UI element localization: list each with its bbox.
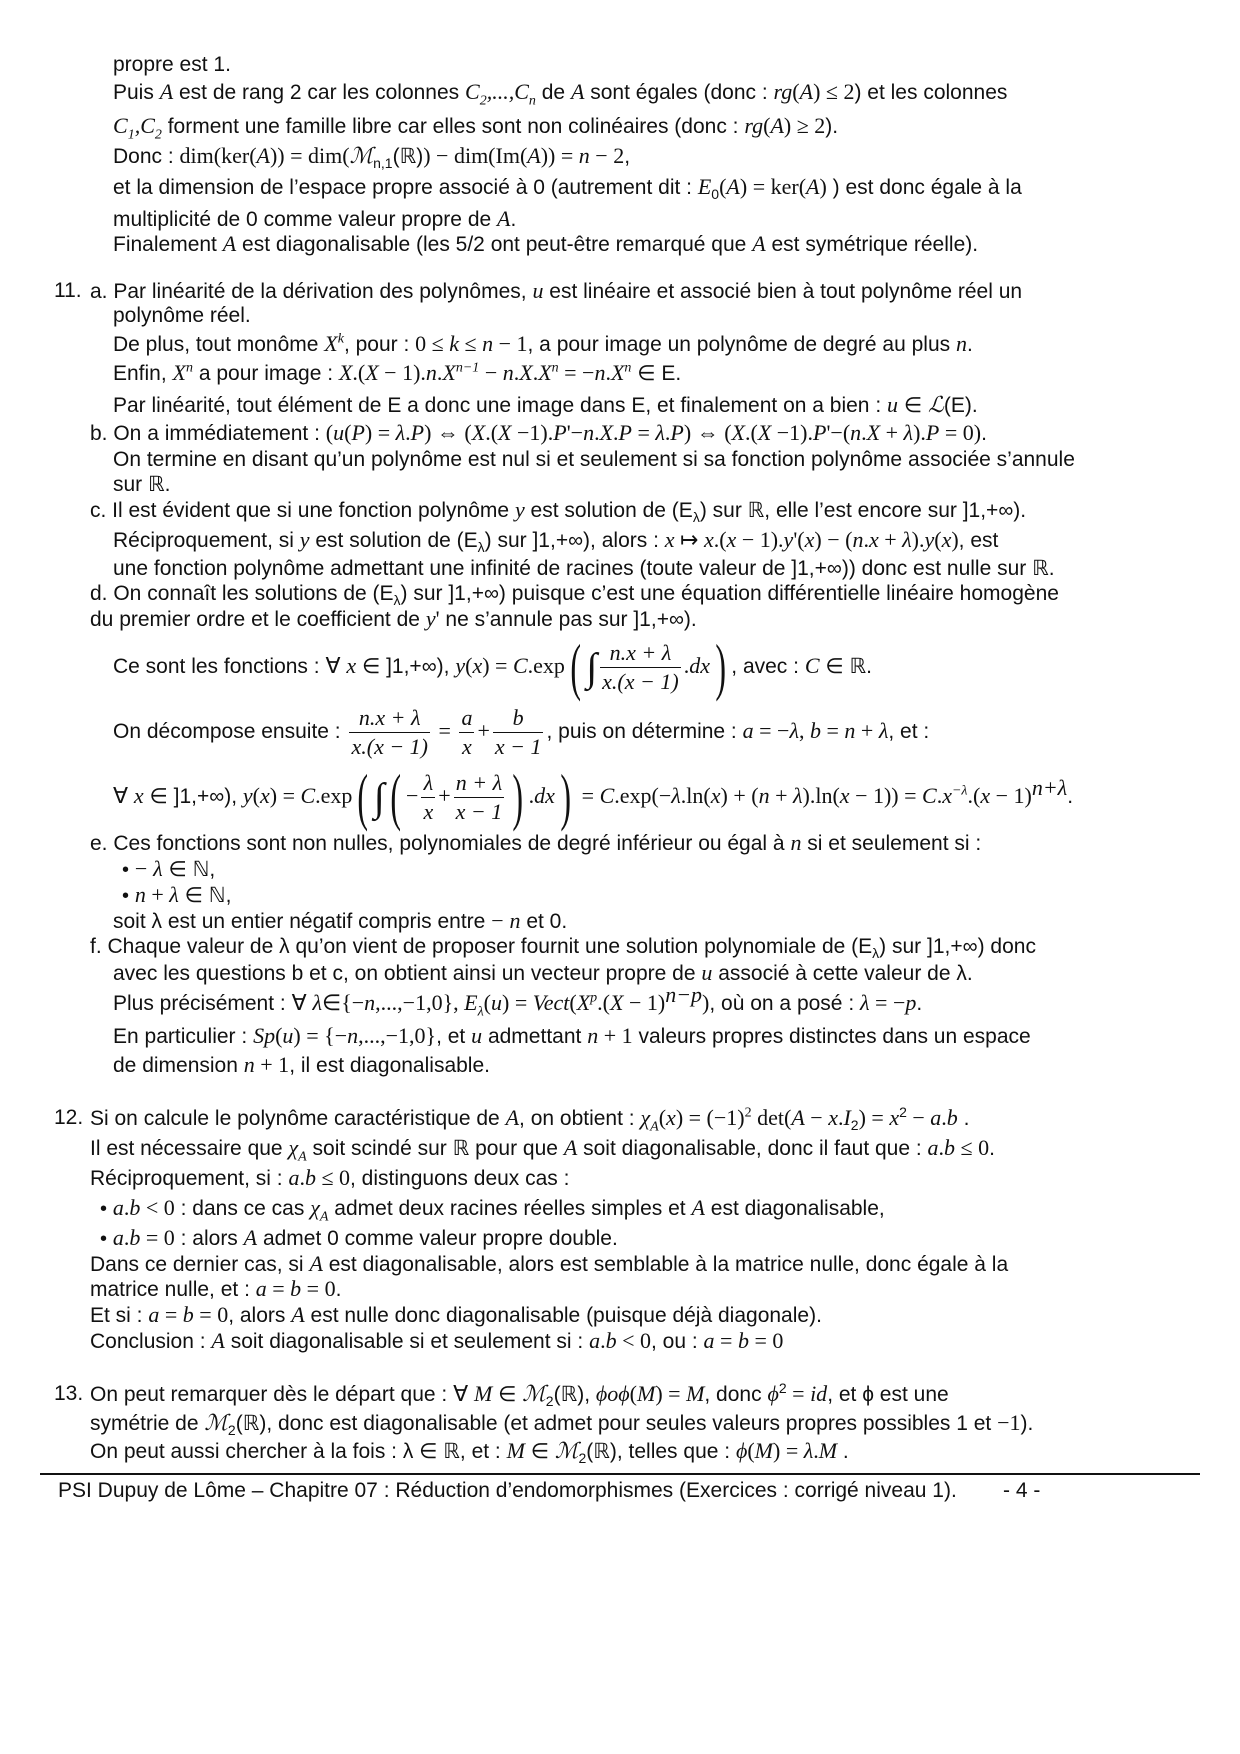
page-number: - 4 -	[1003, 1479, 1041, 1502]
text-line: Il est nécessaire que $\chi_A$ soit scindé sur ℝ pour que A soit diagonalisable, donc il faut que : a.b ≤ 0.	[90, 1135, 995, 1165]
text-line: Si on calcule le polynôme caractéristique de A, on obtient : $\chi_A(x) = (-1)^2$ $\det(A - x.I_2) = x^2 - a.b$ .	[90, 1104, 970, 1135]
footer-title: PSI Dupuy de Lôme – Chapitre 07 : Réduction d’endomorphismes (Exercices : corrigé niveau 1).	[58, 1479, 957, 1502]
text-line: On peut aussi chercher à la fois : λ ∈ ℝ, et : M ∈ ℳ$_2$(ℝ), telles que : ϕ(M) = λ.M .	[90, 1438, 849, 1467]
list-item: • n + λ ∈ ℕ,	[122, 882, 232, 907]
question-number: 12.	[54, 1106, 84, 1129]
text-line: Réciproquement, si y est solution de $(E_\lambda)$ sur ]1,+∞), alors : x ↦ x.(x − 1).y'(x) − (n.x + λ).y(x), est	[113, 527, 999, 556]
text-line: symétrie de ℳ$_2$(ℝ), donc est diagonalisable (et admet pour seules valeurs propres possibles 1 et −1).	[90, 1410, 1034, 1439]
text-line: b. On a immédiatement : (u(P) = λ.P) ⇔ (X.(X −1).P'−n.X.P = λ.P) ⇔ (X.(X −1).P'−(n.X + λ).P = 0).	[90, 420, 987, 445]
text-line: propre est 1.	[113, 53, 231, 76]
formula-line: ∀ x ∈ ]1,+∞), y(x) = C.exp( ∫( − $\frac{\lambda}{x}$ + $\frac{n + \lambda}{x - 1}$ ) $.dx) = C.\exp(-\lambda.\ln(x) + (n + \lambda).\ln(x - 1)) = C.x^{-\lambda}.(x - 1)^{n+\lambda}$.	[113, 761, 1074, 833]
text-line: Dans ce dernier cas, si A est diagonalisable, alors est semblable à la matrice nulle, donc égale à la	[90, 1251, 1009, 1276]
text-line: multiplicité de 0 comme valeur propre de A.	[113, 206, 517, 231]
text-line: De plus, tout monôme $X^k$, pour : 0 ≤ k ≤ n − 1, a pour image un polynôme de degré au plus n.	[113, 331, 973, 356]
text-line: de dimension n + 1, il est diagonalisable.	[113, 1052, 490, 1077]
footer-rule	[40, 1473, 1200, 1475]
text-line: e. Ces fonctions sont non nulles, polynomiales de degré inférieur ou égal à n si et seulement si :	[90, 830, 982, 855]
text-line: une fonction polynôme admettant une infinité de racines (toute valeur de ]1,+∞)) donc est nulle sur ℝ.	[113, 557, 1055, 580]
text-line: On peut remarquer dès le départ que : ∀ M ∈ ℳ$_2$(ℝ), ϕoϕ(M) = M, donc $\phi^2$ = id, et ϕ est une	[90, 1380, 949, 1410]
text-line: Finalement A est diagonalisable (les 5/2 ont peut-être remarqué que A est symétrique réelle).	[113, 231, 979, 256]
text-line: avec les questions b et c, on obtient ainsi un vecteur propre de u associé à cette valeur de λ.	[113, 960, 973, 985]
text-line: f. Chaque valeur de λ qu’on vient de proposer fournit une solution polynomiale de $(E_\lambda)$ sur ]1,+∞) donc	[90, 935, 1036, 962]
text-line: a. Par linéarité de la dérivation des polynômes, u est linéaire et associé bien à tout polynôme réel un	[90, 278, 1023, 303]
question-number: 13.	[54, 1382, 84, 1405]
formula-line: Ce sont les fonctions : ∀ x ∈ ]1,+∞), y(x) = C.exp( ∫ $\frac{n.x + \lambda}{x.(x - 1)}$ .dx) , avec : C ∈ ℝ.	[113, 631, 872, 703]
text-line: Conclusion : A soit diagonalisable si et seulement si : a.b < 0, ou : a = b = 0	[90, 1328, 784, 1353]
text-line: du premier ordre et le coefficient de y' ne s’annule pas sur ]1,+∞).	[90, 606, 697, 631]
text-line: d. On connaît les solutions de $(E_\lambda)$ sur ]1,+∞) puisque c’est une équation différentielle linéaire homogène	[90, 582, 1059, 609]
list-item: • a.b < 0 : dans ce cas $\chi_A$ admet deux racines réelles simples et A est diagonalisable,	[100, 1195, 885, 1225]
text-line: c. Il est évident que si une fonction polynôme y est solution de $(E_\lambda)$ sur ℝ, elle l’est encore sur ]1,+∞).	[90, 497, 1027, 526]
text-line: On termine en disant qu’un polynôme est nul si et seulement si sa fonction polynôme associée s’annule	[113, 448, 1075, 471]
text-line: soit λ est un entier négatif compris entre − n et 0.	[113, 908, 568, 933]
text-line: sur ℝ.	[113, 473, 171, 496]
text-line: Plus précisément : ∀ λ∈{−n,...,−1,0}, $E_\lambda(u)$ = $Vect(X^p.(X - 1)^{n-p})$, où on a posé : λ = −p.	[113, 982, 923, 1020]
text-line: et la dimension de l’espace propre associé à 0 (autrement dit : $E_0(A) = ker(A)$ ) est donc égale à la	[113, 174, 1022, 203]
text-line: $C_1,C_2$ forment une famille libre car elles sont non colinéaires (donc : rg(A) ≥ 2).	[113, 113, 839, 143]
text-line: En particulier : Sp(u) = {−n,...,−1,0}, et u admettant n + 1 valeurs propres distinctes dans un espace	[113, 1023, 1031, 1048]
list-item: • a.b = 0 : alors A admet 0 comme valeur propre double.	[100, 1225, 618, 1250]
question-number: 11.	[54, 279, 82, 302]
text-line: Puis A est de rang 2 car les colonnes $C_2,...,C_n$ de A sont égales (donc : rg(A) ≤ 2) et les colonnes	[113, 79, 1008, 109]
text-line: Réciproquement, si : a.b ≤ 0, distinguons deux cas :	[90, 1165, 570, 1190]
text-line: matrice nulle, et : a = b = 0.	[90, 1276, 342, 1301]
text-line: Et si : a = b = 0, alors A est nulle donc diagonalisable (puisque déjà diagonale).	[90, 1302, 822, 1327]
formula-line: On décompose ensuite : $\frac{n.x + \lambda}{x.(x - 1)}$ = $\frac{a}{x}$ + $\frac{b}{x - 1}$ , puis on détermine : a = −λ, b = n + λ, et :	[113, 704, 930, 759]
text-line: Enfin, $X^n$ a pour image : $X.(X - 1).n.X^{n-1} - n.X.X^n = -n.X^n$ ∈ E.	[113, 360, 682, 385]
text-line: polynôme réel.	[113, 304, 251, 327]
text-line: Par linéarité, tout élément de E a donc une image dans E, et finalement on a bien : u ∈ ℒ(E).	[113, 392, 978, 417]
list-item: • − λ ∈ ℕ,	[122, 856, 216, 881]
text-line: Donc : dim(ker(A)) = dim(ℳ$_{n,1}$(ℝ)) − dim(Im(A)) = n − 2,	[113, 143, 631, 172]
